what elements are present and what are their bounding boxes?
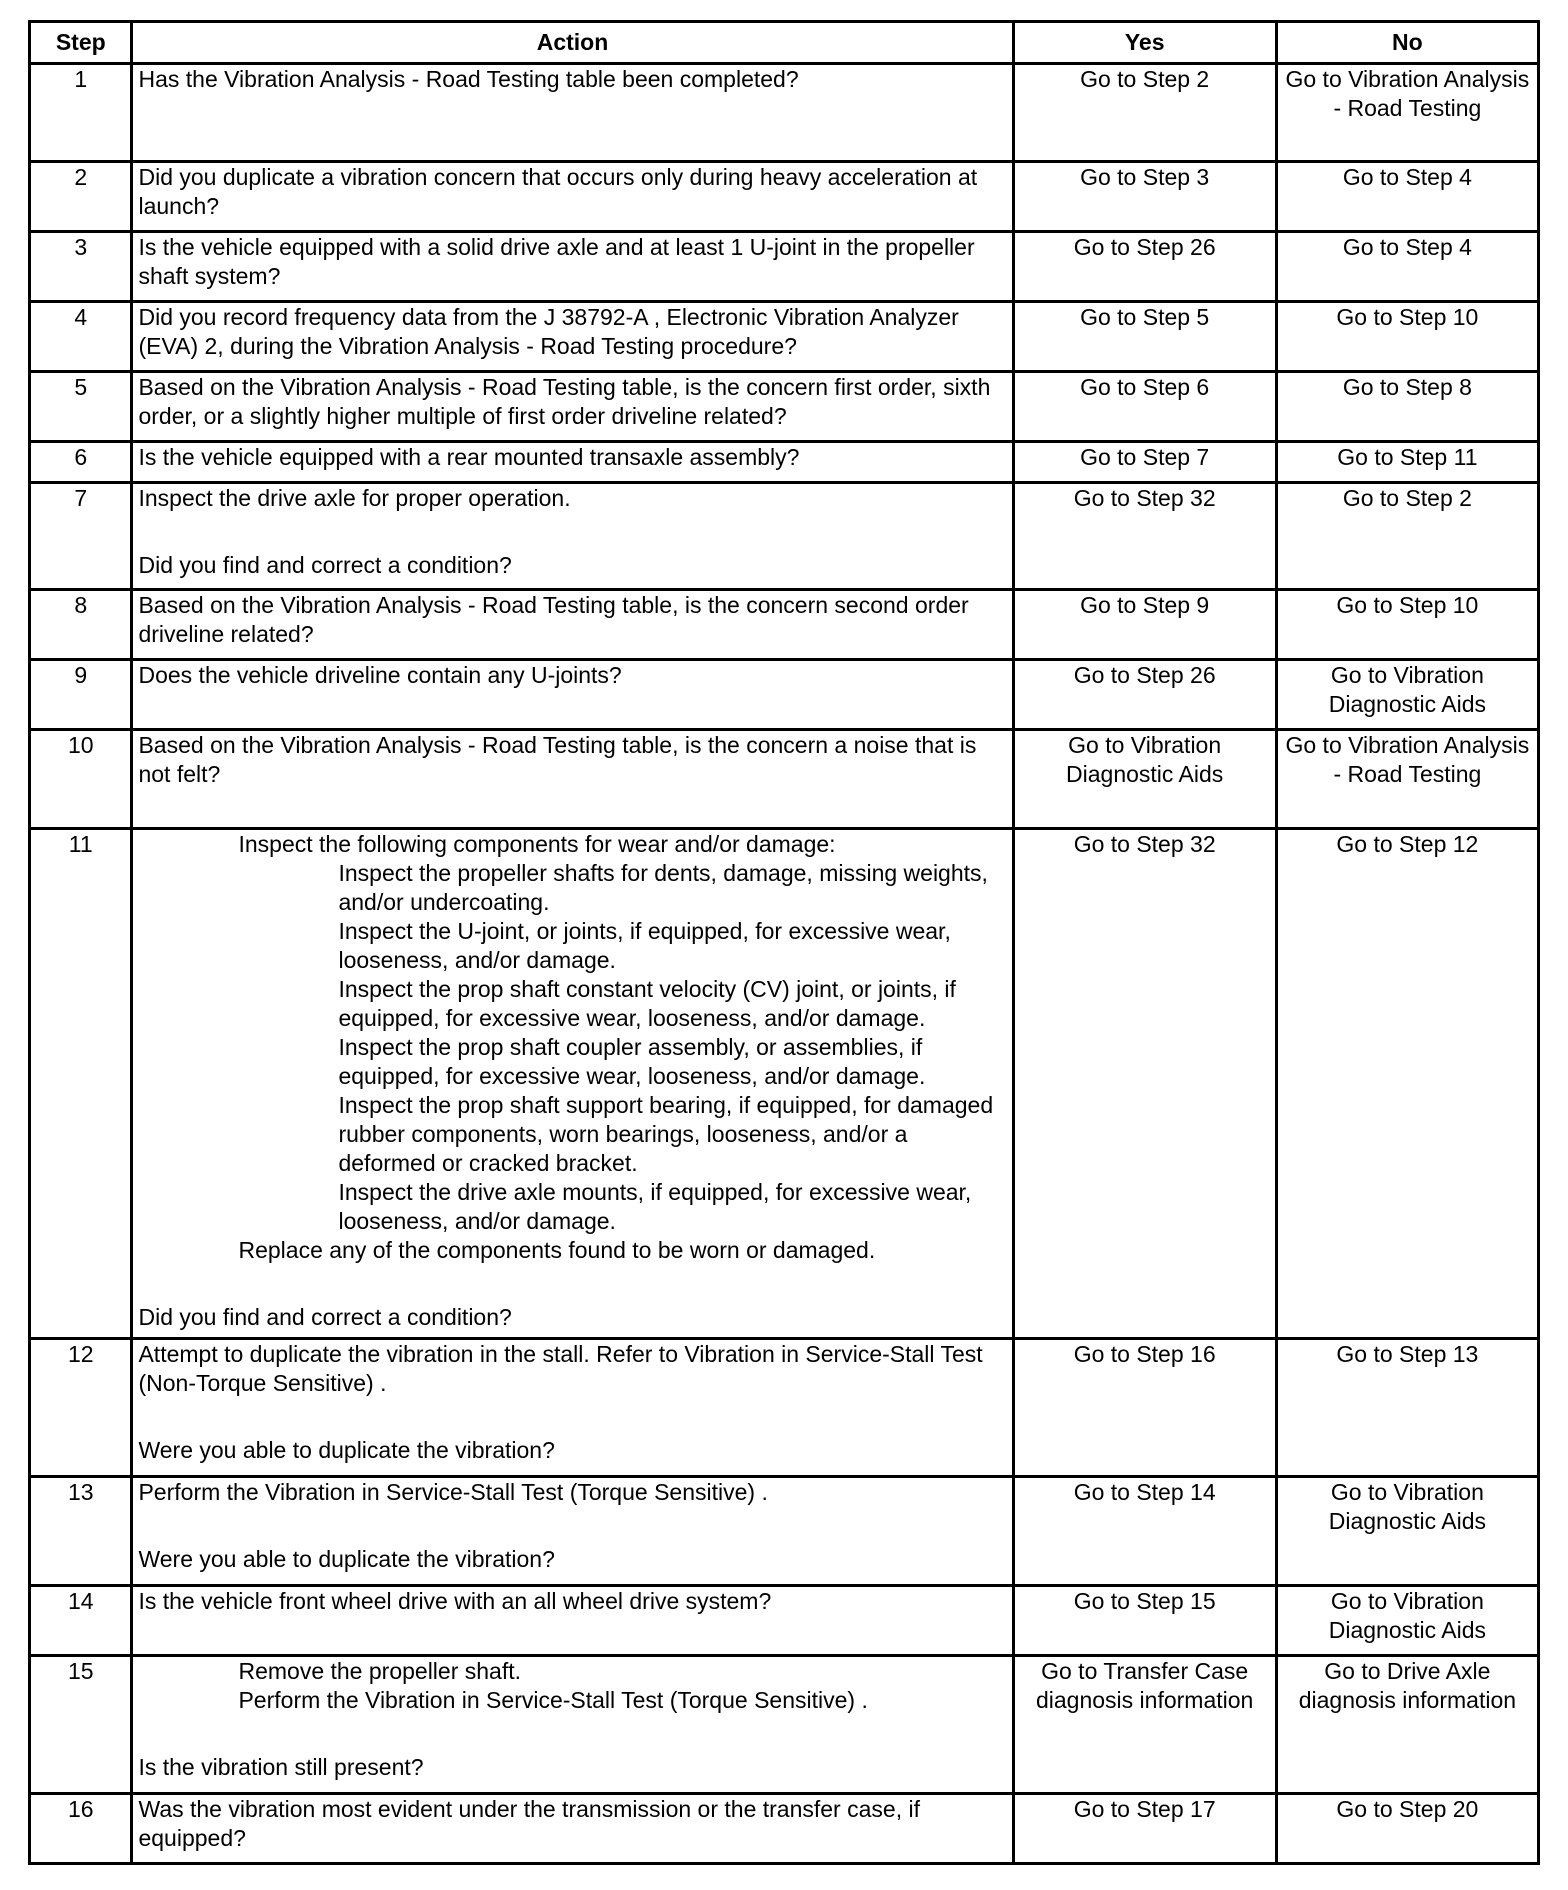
action-line: Is the vehicle equipped with a rear mounted transaxle assembly? bbox=[138, 444, 800, 470]
action-line: Is the vibration still present? bbox=[138, 1754, 424, 1780]
step-number: 13 bbox=[30, 1477, 132, 1586]
step-number: 15 bbox=[30, 1656, 132, 1794]
action-line: Is the vehicle equipped with a solid drive axle and at least 1 U-joint in the propeller shaft system? bbox=[138, 234, 982, 289]
table-row bbox=[30, 483, 1539, 590]
header-step: Step bbox=[30, 22, 132, 64]
yes-result: Go to Vibration Diagnostic Aids bbox=[1013, 730, 1276, 829]
no-result: Go to Vibration Diagnostic Aids bbox=[1276, 660, 1538, 730]
action-cell bbox=[132, 372, 1013, 442]
action-cell bbox=[132, 232, 1013, 302]
table-row bbox=[30, 660, 1539, 730]
action-cell bbox=[132, 1477, 1013, 1586]
step-number: 14 bbox=[30, 1586, 132, 1656]
action-line: Inspect the prop shaft support bearing, if equipped, for damaged rubber components, worn bearings, looseness, and/or a deformed or cracked bracket. bbox=[338, 1092, 1000, 1176]
action-cell bbox=[132, 64, 1013, 162]
no-result: Go to Step 2 bbox=[1276, 483, 1538, 590]
yes-result: Go to Step 15 bbox=[1013, 1586, 1276, 1656]
no-result: Go to Vibration Diagnostic Aids bbox=[1276, 1586, 1538, 1656]
no-result: Go to Step 4 bbox=[1276, 162, 1538, 232]
table-row bbox=[30, 302, 1539, 372]
action-spacer bbox=[138, 1398, 1006, 1436]
step-number: 12 bbox=[30, 1339, 132, 1477]
yes-result: Go to Step 26 bbox=[1013, 660, 1276, 730]
action-line: Replace any of the components found to be worn or damaged. bbox=[238, 1237, 876, 1263]
yes-result: Go to Step 9 bbox=[1013, 590, 1276, 660]
no-result: Go to Step 20 bbox=[1276, 1794, 1538, 1864]
table-row bbox=[30, 1656, 1539, 1794]
no-result: Go to Step 11 bbox=[1276, 442, 1538, 483]
action-spacer bbox=[138, 1265, 1006, 1303]
no-result: Go to Vibration Analysis - Road Testing bbox=[1276, 64, 1538, 162]
diagnostic-table bbox=[28, 20, 1540, 1865]
action-line: Did you duplicate a vibration concern that occurs only during heavy acceleration at launch? bbox=[138, 164, 984, 219]
action-line: Is the vehicle front wheel drive with an all wheel drive system? bbox=[138, 1588, 772, 1614]
no-result: Go to Step 10 bbox=[1276, 302, 1538, 372]
action-line: Remove the propeller shaft. bbox=[238, 1658, 522, 1684]
step-number: 16 bbox=[30, 1794, 132, 1864]
step-number: 5 bbox=[30, 372, 132, 442]
yes-result: Go to Step 16 bbox=[1013, 1339, 1276, 1477]
yes-result: Go to Step 26 bbox=[1013, 232, 1276, 302]
table-row bbox=[30, 730, 1539, 829]
header-action: Action bbox=[132, 22, 1013, 64]
action-cell bbox=[132, 1586, 1013, 1656]
action-line: Inspect the prop shaft coupler assembly, or assemblies, if equipped, for excessive wear, looseness, and/or damage. bbox=[338, 1034, 929, 1089]
action-line: Based on the Vibration Analysis - Road Testing table, is the concern first order, sixth order, or a slightly higher multiple of first order driveline related? bbox=[138, 374, 997, 429]
table-row bbox=[30, 232, 1539, 302]
action-spacer bbox=[138, 513, 1006, 551]
action-cell bbox=[132, 162, 1013, 232]
yes-result: Go to Step 2 bbox=[1013, 64, 1276, 162]
table-row bbox=[30, 590, 1539, 660]
header-yes: Yes bbox=[1013, 22, 1276, 64]
yes-result: Go to Step 32 bbox=[1013, 483, 1276, 590]
action-line: Has the Vibration Analysis - Road Testing table been completed? bbox=[138, 66, 799, 92]
action-cell bbox=[132, 660, 1013, 730]
no-result: Go to Vibration Analysis - Road Testing bbox=[1276, 730, 1538, 829]
action-line: Did you find and correct a condition? bbox=[138, 552, 512, 578]
step-number: 6 bbox=[30, 442, 132, 483]
yes-result: Go to Step 17 bbox=[1013, 1794, 1276, 1864]
action-line: Did you find and correct a condition? bbox=[138, 1304, 512, 1330]
action-cell bbox=[132, 1656, 1013, 1794]
action-line: Inspect the drive axle mounts, if equipped, for excessive wear, looseness, and/or damage. bbox=[338, 1179, 978, 1234]
table-row bbox=[30, 1586, 1539, 1656]
action-line: Inspect the drive axle for proper operation. bbox=[138, 485, 571, 511]
action-cell bbox=[132, 483, 1013, 590]
action-line: Were you able to duplicate the vibration? bbox=[138, 1437, 555, 1463]
yes-result: Go to Step 6 bbox=[1013, 372, 1276, 442]
step-number: 9 bbox=[30, 660, 132, 730]
header-no: No bbox=[1276, 22, 1538, 64]
step-number: 4 bbox=[30, 302, 132, 372]
step-number: 3 bbox=[30, 232, 132, 302]
yes-result: Go to Step 32 bbox=[1013, 829, 1276, 1339]
step-number: 8 bbox=[30, 590, 132, 660]
action-line: Does the vehicle driveline contain any U-joints? bbox=[138, 662, 622, 688]
table-row bbox=[30, 1339, 1539, 1477]
action-cell bbox=[132, 829, 1013, 1339]
action-line: Did you record frequency data from the J 38792-A , Electronic Vibration Analyzer (EVA) 2, during the Vibration Analysis - Road Testing procedure? bbox=[138, 304, 966, 359]
no-result: Go to Step 12 bbox=[1276, 829, 1538, 1339]
action-cell bbox=[132, 730, 1013, 829]
action-line: Inspect the propeller shafts for dents, damage, missing weights, and/or undercoating. bbox=[338, 860, 995, 915]
no-result: Go to Step 4 bbox=[1276, 232, 1538, 302]
table-row bbox=[30, 372, 1539, 442]
no-result: Go to Step 8 bbox=[1276, 372, 1538, 442]
action-cell bbox=[132, 1339, 1013, 1477]
yes-result: Go to Step 5 bbox=[1013, 302, 1276, 372]
action-line: Perform the Vibration in Service-Stall Test (Torque Sensitive) . bbox=[138, 1479, 768, 1505]
table-row bbox=[30, 1794, 1539, 1864]
step-number: 11 bbox=[30, 829, 132, 1339]
action-cell bbox=[132, 590, 1013, 660]
table-row bbox=[30, 64, 1539, 162]
yes-result: Go to Step 3 bbox=[1013, 162, 1276, 232]
yes-result: Go to Transfer Case diagnosis information bbox=[1013, 1656, 1276, 1794]
no-result: Go to Step 13 bbox=[1276, 1339, 1538, 1477]
action-line: Based on the Vibration Analysis - Road Testing table, is the concern a noise that is not felt? bbox=[138, 732, 983, 787]
action-line: Were you able to duplicate the vibration? bbox=[138, 1546, 555, 1572]
no-result: Go to Step 10 bbox=[1276, 590, 1538, 660]
table-row bbox=[30, 442, 1539, 483]
step-number: 10 bbox=[30, 730, 132, 829]
action-line: Based on the Vibration Analysis - Road Testing table, is the concern second order driveline related? bbox=[138, 592, 976, 647]
table-row bbox=[30, 1477, 1539, 1586]
step-number: 7 bbox=[30, 483, 132, 590]
action-cell bbox=[132, 1794, 1013, 1864]
action-cell bbox=[132, 442, 1013, 483]
action-line: Was the vibration most evident under the transmission or the transfer case, if equipped? bbox=[138, 1796, 927, 1851]
action-line: Inspect the prop shaft constant velocity (CV) joint, or joints, if equipped, for excessive wear, looseness, and/or damage. bbox=[338, 976, 963, 1031]
yes-result: Go to Step 7 bbox=[1013, 442, 1276, 483]
action-line: Perform the Vibration in Service-Stall Test (Torque Sensitive) . bbox=[238, 1687, 868, 1713]
step-number: 2 bbox=[30, 162, 132, 232]
action-line: Inspect the U-joint, or joints, if equipped, for excessive wear, looseness, and/or damage. bbox=[338, 918, 958, 973]
no-result: Go to Drive Axle diagnosis information bbox=[1276, 1656, 1538, 1794]
table-row bbox=[30, 162, 1539, 232]
action-spacer bbox=[138, 1507, 1006, 1545]
action-cell bbox=[132, 302, 1013, 372]
action-spacer bbox=[138, 1715, 1006, 1753]
yes-result: Go to Step 14 bbox=[1013, 1477, 1276, 1586]
action-line: Inspect the following components for wear and/or damage: bbox=[238, 831, 836, 857]
no-result: Go to Vibration Diagnostic Aids bbox=[1276, 1477, 1538, 1586]
action-line: Attempt to duplicate the vibration in the stall. Refer to Vibration in Service-Stall Test (Non-Torque Sensitive) . bbox=[138, 1341, 990, 1396]
step-number: 1 bbox=[30, 64, 132, 162]
header-row bbox=[30, 22, 1539, 64]
table-row bbox=[30, 829, 1539, 1339]
